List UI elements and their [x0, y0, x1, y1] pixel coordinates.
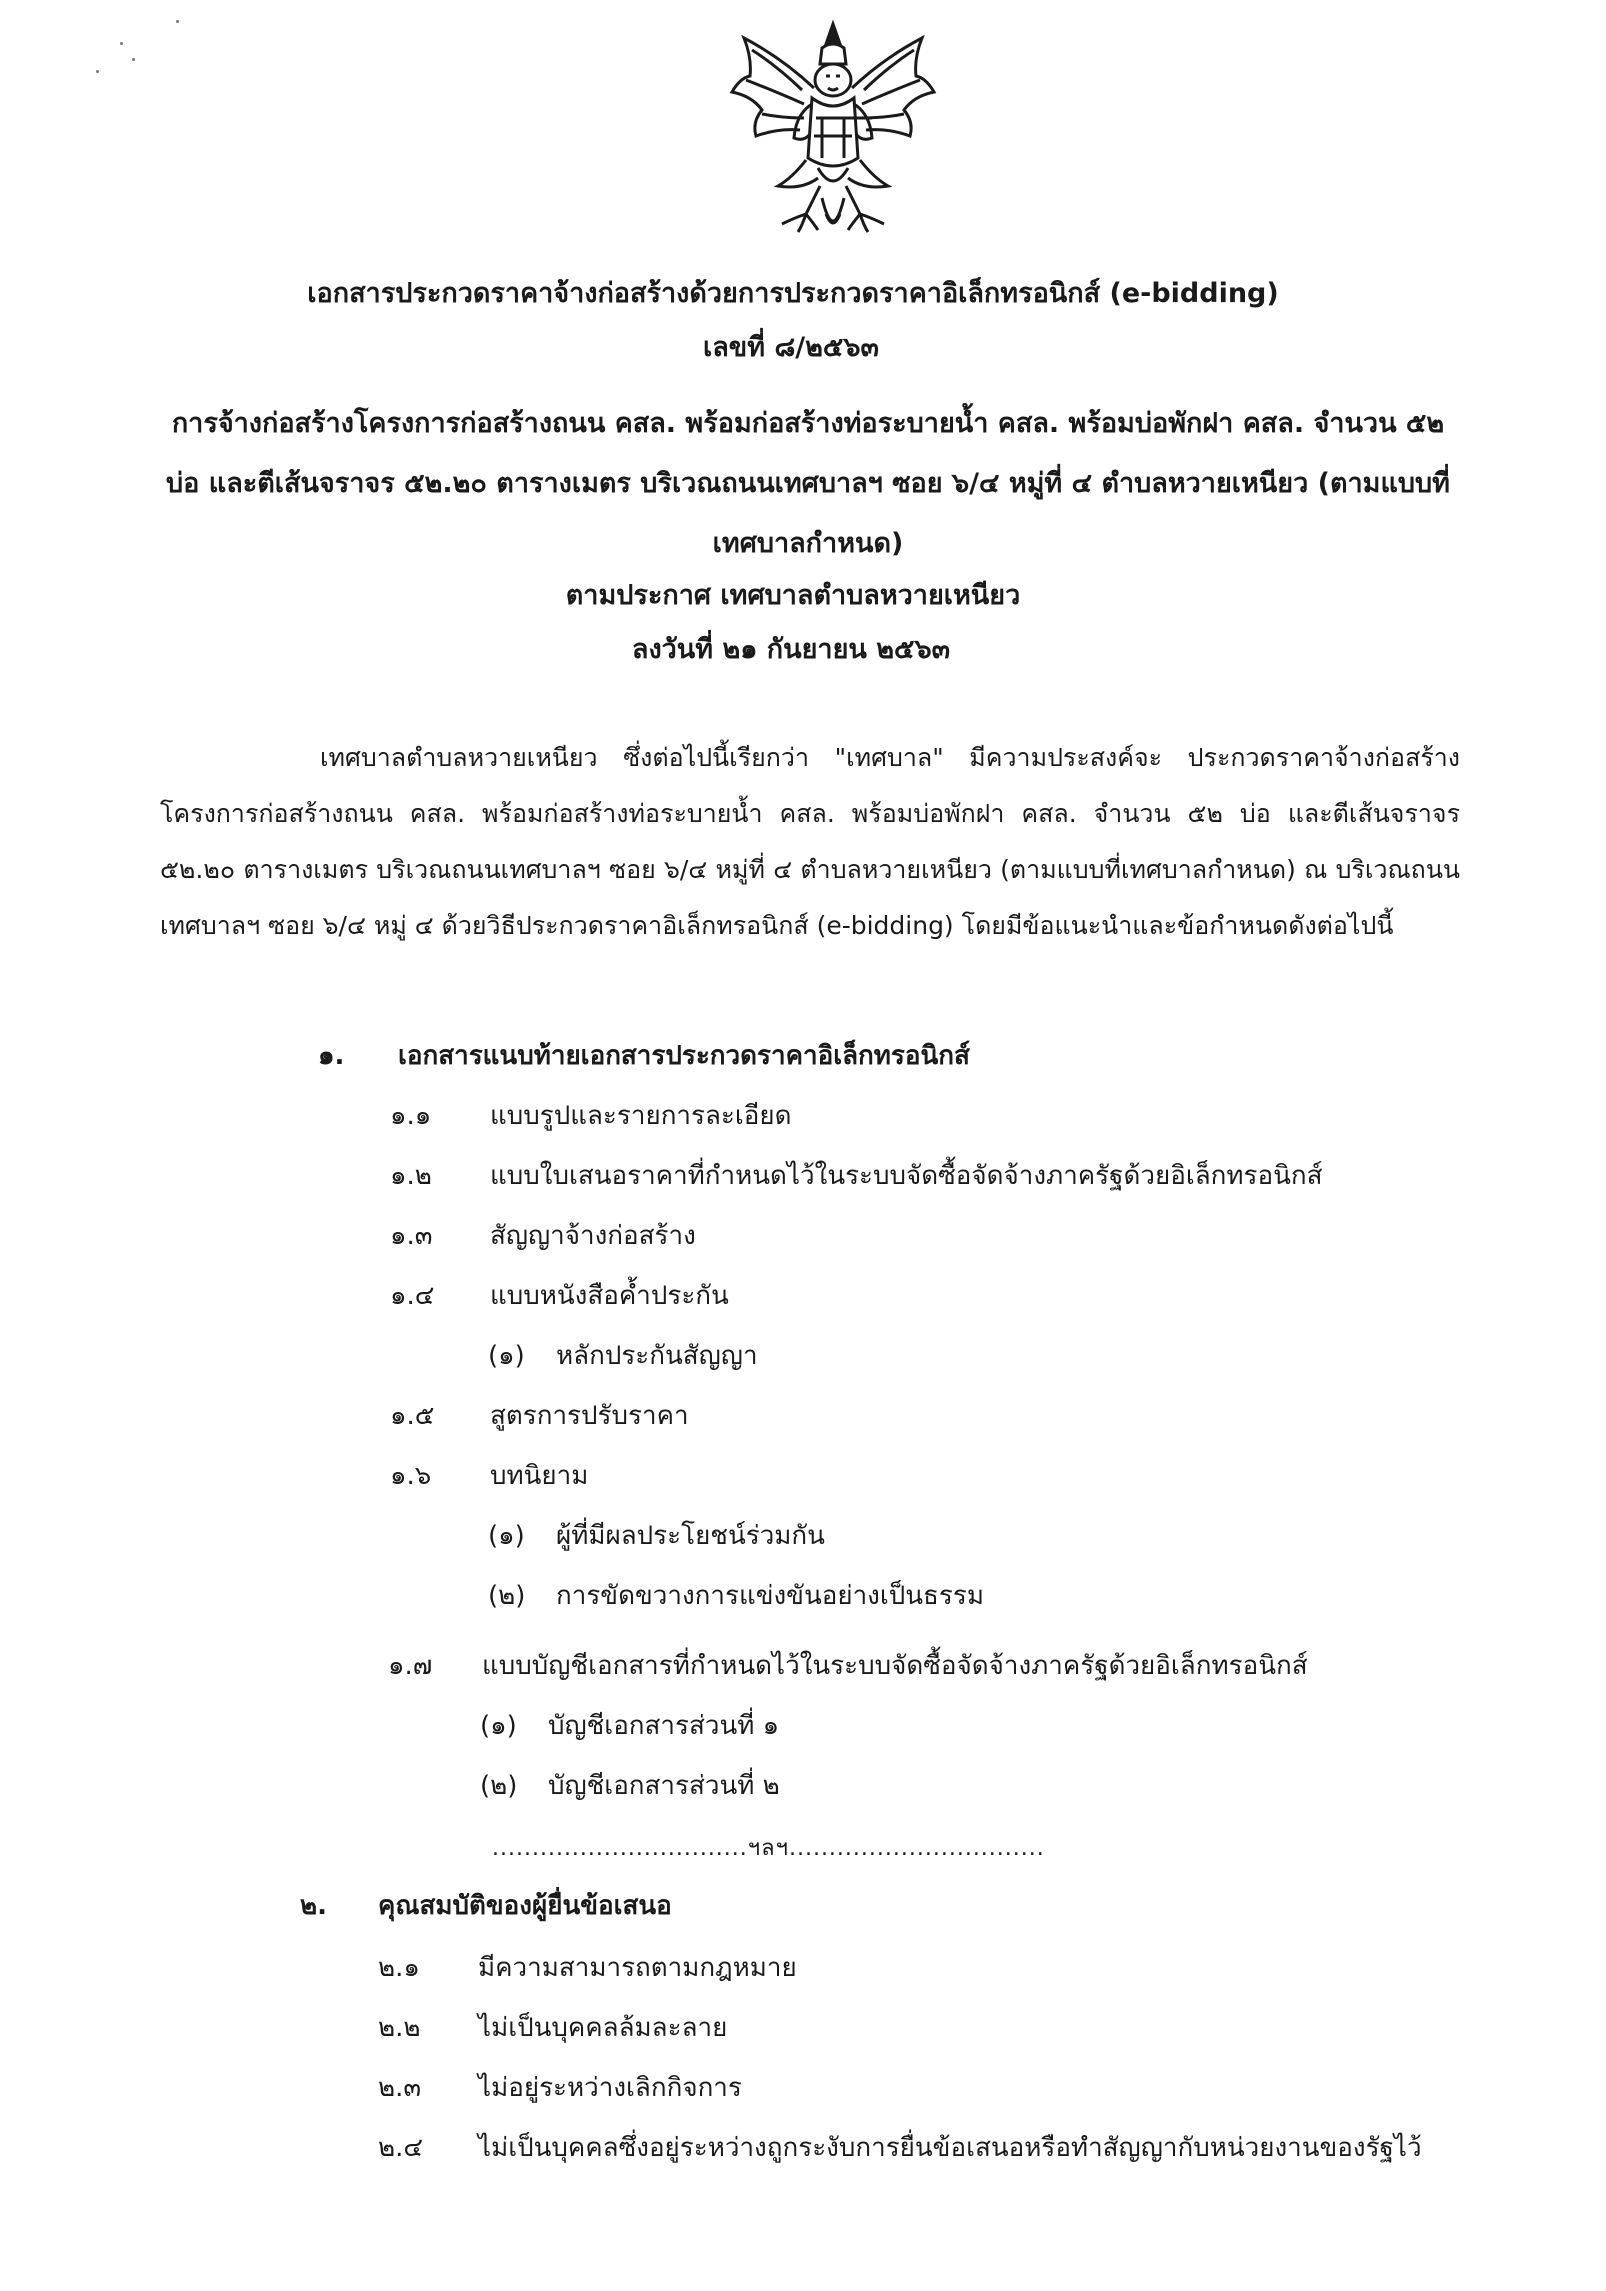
- item-number: ๑.๕: [390, 1401, 435, 1431]
- item-number: (๒): [488, 1581, 526, 1611]
- list-item: [390, 1156, 1323, 1196]
- scan-speck: [176, 20, 179, 23]
- item-text: สูตรการปรับราคา: [490, 1401, 689, 1431]
- item-number: ๑.๓: [390, 1221, 433, 1251]
- scan-speck: [132, 58, 135, 61]
- item-text: บัญชีเอกสารส่วนที่ ๒: [548, 1771, 780, 1801]
- sub-list-item: [488, 1576, 984, 1616]
- document-number: เลขที่ ๘/๒๕๖๓: [703, 332, 879, 363]
- scan-speck: [120, 42, 123, 45]
- sub-list-item: [488, 1516, 825, 1556]
- list-item: [390, 1396, 689, 1436]
- list-item: [390, 1096, 792, 1136]
- garuda-emblem-icon: [722, 18, 944, 250]
- document-title: เอกสารประกวดราคาจ้างก่อสร้างด้วยการประกวดราคาอิเล็กทรอนิกส์ (e-bidding): [307, 278, 1279, 309]
- item-number: ๒.๔: [378, 2133, 424, 2163]
- announcement-line: ตามประกาศ เทศบาลตำบลหวายเหนียว: [565, 580, 1021, 611]
- list-item: [378, 2008, 727, 2048]
- intro-text: เทศบาลตำบลหวายเหนียว ซึ่งต่อไปนี้เรียกว่า "เทศบาล" มีความประสงค์จะ ประกวดราคาจ้างก่อสร้าง โครงการก่อสร้างถนน คสล. พร้อมก่อสร้างท่อระบายน้ำ คสล. พร้อมบ่อพักฝา คสล. จำนวน ๕๒ บ่อ และตีเส้นจราจร ๕๒.๒๐ ตารางเมตร บริเวณถนนเทศบาลฯ ซอย ๖/๔ หมู่ที่ ๔ ตำบลหวายเหนียว (ตามแบบที่เทศบาลกำหนด) ณ บริเวณถนนเทศบาลฯ ซอย ๖/๔ หมู่ ๔ ด้วยวิธีประกวดราคาอิเล็กทรอนิกส์ (e-bidding) โดยมีข้อแนะนำและข้อกำหนดดังต่อไปนี้: [160, 743, 1460, 940]
- section-2-heading: [300, 1886, 672, 1926]
- item-number: ๑.๗: [388, 1651, 433, 1681]
- item-number: (๑): [480, 1711, 517, 1741]
- item-text: ไม่เป็นบุคคลล้มละลาย: [478, 2013, 728, 2043]
- list-item: [378, 2068, 742, 2108]
- item-number: ๒.๓: [378, 2073, 422, 2103]
- item-text: แบบหนังสือค้ำประกัน: [490, 1281, 729, 1311]
- section-number: ๑.: [318, 1041, 345, 1071]
- item-text: หลักประกันสัญญา: [556, 1341, 758, 1371]
- sub-list-item: [480, 1706, 779, 1746]
- scan-speck: [96, 70, 99, 73]
- section-1-heading: [318, 1036, 970, 1076]
- item-text: แบบใบเสนอราคาที่กำหนดไว้ในระบบจัดซื้อจัดจ้างภาครัฐด้วยอิเล็กทรอนิกส์: [490, 1161, 1323, 1191]
- item-number: ๒.๒: [378, 2013, 421, 2043]
- announcement-date: ลงวันที่ ๒๑ กันยายน ๒๕๖๓: [631, 634, 951, 665]
- item-text: ผู้ที่มีผลประโยชน์ร่วมกัน: [556, 1521, 825, 1551]
- list-item: [390, 1456, 588, 1496]
- item-text: ไม่เป็นบุคคลซึ่งอยู่ระหว่างถูกระงับการยื่นข้อเสนอหรือทำสัญญากับหน่วยงานของรัฐไว้: [478, 2133, 1422, 2163]
- item-text: ไม่อยู่ระหว่างเลิกกิจการ: [478, 2073, 742, 2103]
- item-number: (๑): [488, 1341, 525, 1371]
- section-title: คุณสมบัติของผู้ยื่นข้อเสนอ: [378, 1891, 672, 1921]
- item-number: ๑.๔: [390, 1281, 435, 1311]
- item-text: แบบรูปและรายการละเอียด: [490, 1101, 792, 1131]
- item-number: (๑): [488, 1521, 525, 1551]
- etc-marker: ................................ฯลฯ................................: [492, 1836, 1045, 1861]
- item-text: แบบบัญชีเอกสารที่กำหนดไว้ในระบบจัดซื้อจัดจ้างภาครัฐด้วยอิเล็กทรอนิกส์: [482, 1651, 1308, 1681]
- item-text: สัญญาจ้างก่อสร้าง: [490, 1221, 696, 1251]
- list-item: [390, 1216, 696, 1256]
- list-item: [388, 1646, 1308, 1686]
- item-number: (๒): [480, 1771, 518, 1801]
- project-title: การจ้างก่อสร้างโครงการก่อสร้างถนน คสล. พร้อมก่อสร้างท่อระบายน้ำ คสล. พร้อมบ่อพักฝา คสล. จำนวน ๕๒ บ่อ และตีเส้นจราจร ๕๒.๒๐ ตารางเมตร บริเวณถนนเทศบาลฯ ซอย ๖/๔ หมู่ที่ ๔ ตำบลหวายเหนียว (ตามแบบที่เทศบาลกำหนด): [166, 408, 1450, 559]
- sub-list-item: [480, 1766, 780, 1806]
- list-item: [378, 1948, 797, 1988]
- item-text: การขัดขวางการแข่งขันอย่างเป็นธรรม: [556, 1581, 984, 1611]
- item-text: บัญชีเอกสารส่วนที่ ๑: [548, 1711, 780, 1741]
- list-item: [390, 1276, 729, 1316]
- list-item: [378, 2128, 1422, 2168]
- item-number: ๑.๖: [390, 1461, 432, 1491]
- sub-list-item: [488, 1336, 758, 1376]
- item-text: บทนิยาม: [490, 1461, 589, 1491]
- item-number: ๒.๑: [378, 1953, 420, 1983]
- item-text: มีความสามารถตามกฎหมาย: [478, 1953, 797, 1983]
- item-number: ๑.๑: [390, 1101, 432, 1131]
- item-number: ๑.๒: [390, 1161, 432, 1191]
- section-title: เอกสารแนบท้ายเอกสารประกวดราคาอิเล็กทรอนิกส์: [398, 1041, 970, 1071]
- section-number: ๒.: [300, 1891, 328, 1921]
- intro-paragraph: [160, 730, 1460, 954]
